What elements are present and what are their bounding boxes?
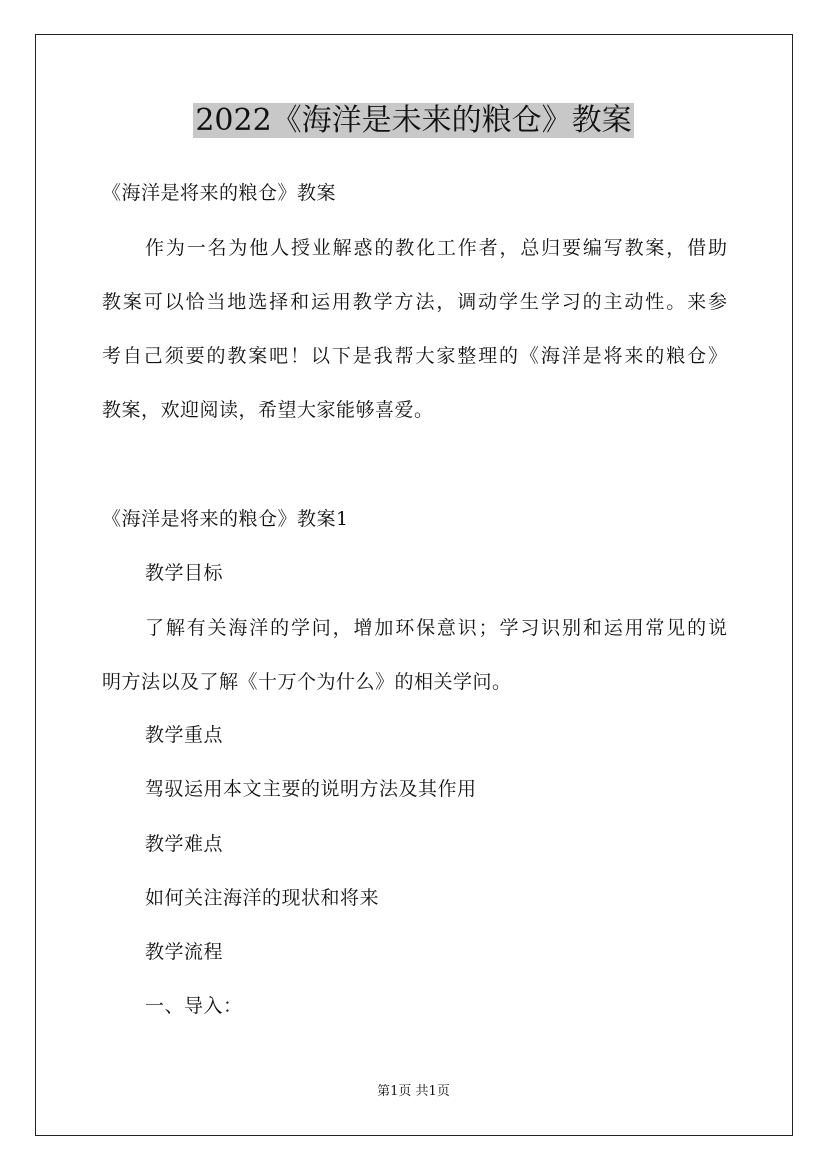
step-one: 一、导入： [145,995,243,1017]
goal-heading: 教学目标 [145,562,224,584]
difficulty-text: 如何关注海洋的现状和将来 [145,887,380,909]
difficulty-heading: 教学难点 [145,833,224,855]
intro-line: 考自己须要的教案吧！以下是我帮大家整理的《海洋是将来的粮仓》 [102,345,727,367]
page-footer: 第1页 共1页 [377,1084,450,1099]
goal-line: 明方法以及了解《十万个为什么》的相关学问。 [102,671,512,693]
process-heading: 教学流程 [145,941,224,963]
intro-line: 教案可以恰当地选择和运用教学方法，调动学生学习的主动性。来参 [102,291,727,313]
intro-line: 作为一名为他人授业解惑的教化工作者，总归要编写教案，借助 [145,237,727,259]
section-heading: 《海洋是将来的粮仓》教案1 [102,508,349,530]
document-title [0,100,827,142]
key-text: 驾驭运用本文主要的说明方法及其作用 [145,778,477,800]
key-heading: 教学重点 [145,724,224,746]
goal-line: 了解有关海洋的学问，增加环保意识；学习识别和运用常见的说 [145,617,727,639]
intro-line: 教案，欢迎阅读，希望大家能够喜爱。 [102,399,434,421]
document-subtitle: 《海洋是将来的粮仓》教案 [102,182,337,204]
document-title-text: 2022《海洋是未来的粮仓》教案 [195,103,632,138]
